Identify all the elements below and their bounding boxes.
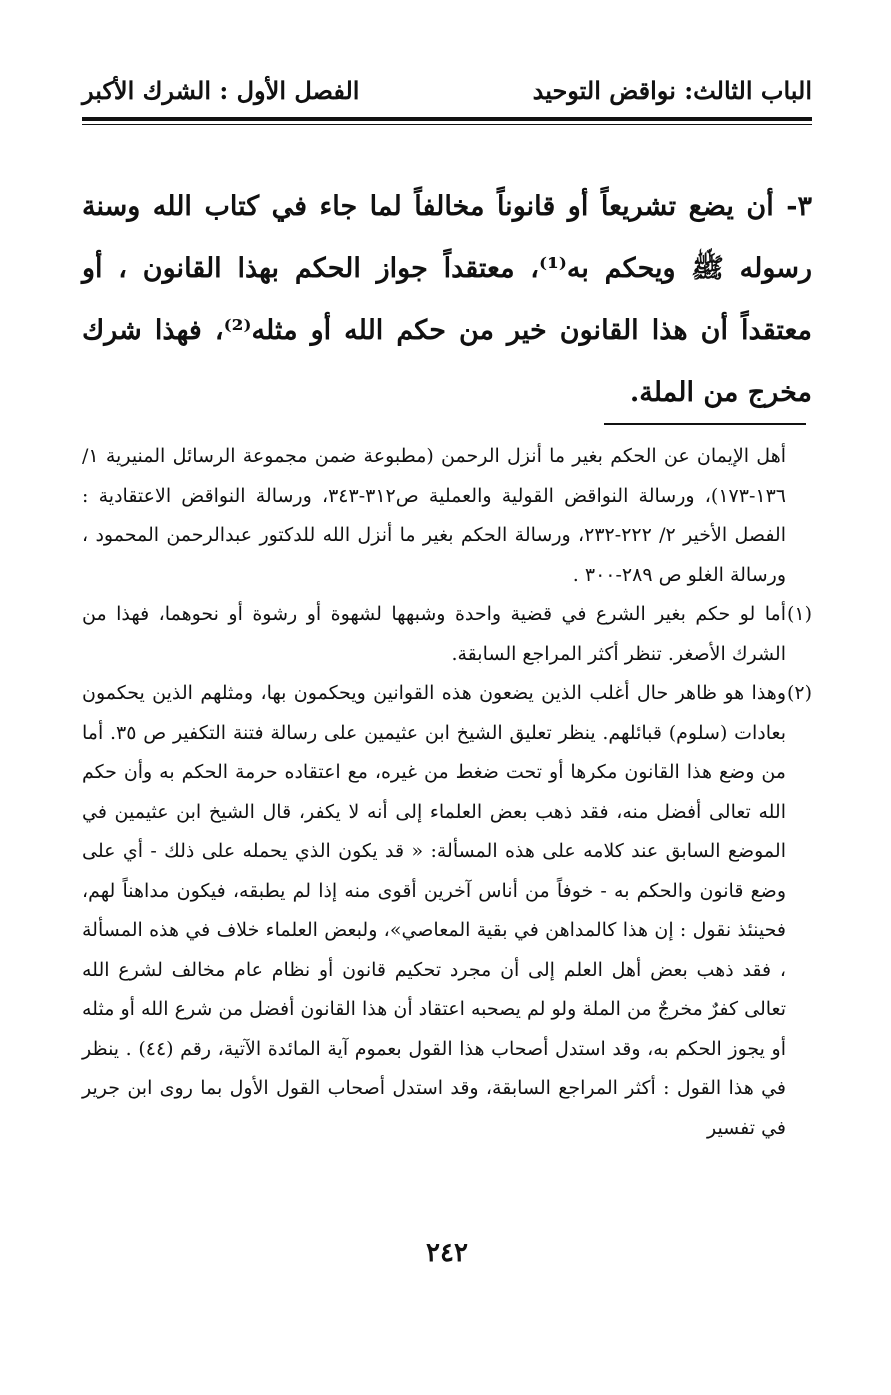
footnote-number: (٢) (786, 682, 812, 704)
section-title: الفصل الأول : الشرك الأكبر (82, 76, 360, 105)
footnote-number: (١) (786, 603, 812, 625)
main-paragraph: ٣- أن يضع تشريعاً أو قانوناً مخالفاً لما جاء في كتاب الله وسنة رسوله ﷺ ويحكم به⁽¹⁾، معتقداً جواز الحكم بهذا القانون ، أو معتقداً أن هذا القانون خير من حكم الله أو مثله⁽²⁾، فهذا شرك مخرج من الملة. (82, 191, 813, 408)
header-rule-thick (82, 117, 812, 121)
running-header (82, 76, 812, 116)
footnote-separator (604, 423, 806, 425)
main-text (82, 176, 812, 424)
footnote-text: أما لو حكم بغير الشرع في قضية واحدة وشبهها لشهوة أو رشوة أو نحوهما، فهذا من الشرك الأصغر. تنظر أكثر المراجع السابقة. (82, 603, 786, 665)
page-number: ٢٤٢ (426, 1238, 468, 1268)
footnote-continuation: أهل الإيمان عن الحكم بغير ما أنزل الرحمن (مطبوعة ضمن مجموعة الرسائل المنيرية ١/ ١٣٦-١٧٣)، ورسالة النواقض القولية والعملية ص٣١٢-٣٤٣، ورسالة النواقض الاعتقادية : الفصل الأخير ٢/ ٢٢٢-٢٣٢، ورسالة الحكم بغير ما أنزل الله للدكتور عبدالرحمن المحمود ، ورسالة الغلو ص ٢٨٩-٣٠٠ . (82, 445, 786, 586)
footnote-1 (82, 595, 812, 674)
header-rule-thin (82, 124, 812, 125)
footnote-2 (82, 674, 812, 1148)
footnote-text: وهذا هو ظاهر حال أغلب الذين يضعون هذه القوانين ويحكمون بها، ومثلهم الذين يحكمون بعادات (سلوم) قبائلهم. ينظر تعليق الشيخ ابن عثيمين على رسالة فتنة التكفير ص ٣٥. أما من وضع هذا القانون مكرها أو تحت ضغط من غيره، مع اعتقاده حرمة الحكم به وأن حكم الله تعالى أفضل منه، فقد ذهب بعض العلماء إلى أنه لا يكفر، قال الشيخ ابن عثيمين في الموضع السابق عند كلامه على هذه المسألة: « قد يكون الذي يحمله على ذلك - أي على وضع قانون والحكم به - خوفاً من أناس آخرين أقوى منه إذا لم يطبقه، فيكون مداهناً لهم، فحينئذ نقول : إن هذا كالمداهن في بقية المعاصي»، ولبعض العلماء خلاف في هذه المسألة ، فقد ذهب بعض أهل العلم إلى أن مجرد تحكيم قانون أو نظام عام مخالف لشرع الله تعالى كفرٌ مخرجٌ من الملة ولو لم يصحبه اعتقاد أن هذا القانون أفضل من شرع الله أو مثله أو يجوز الحكم به، وقد استدل أصحاب هذا القول بعموم آية المائدة الآتية، رقم (٤٤) . ينظر في هذا القول : أكثر المراجع السابقة، وقد استدل أصحاب القول الأول بما روى ابن جرير في تفسير (82, 682, 786, 1139)
footnotes (82, 437, 812, 1148)
chapter-title: الباب الثالث: نواقض التوحيد (532, 76, 812, 105)
